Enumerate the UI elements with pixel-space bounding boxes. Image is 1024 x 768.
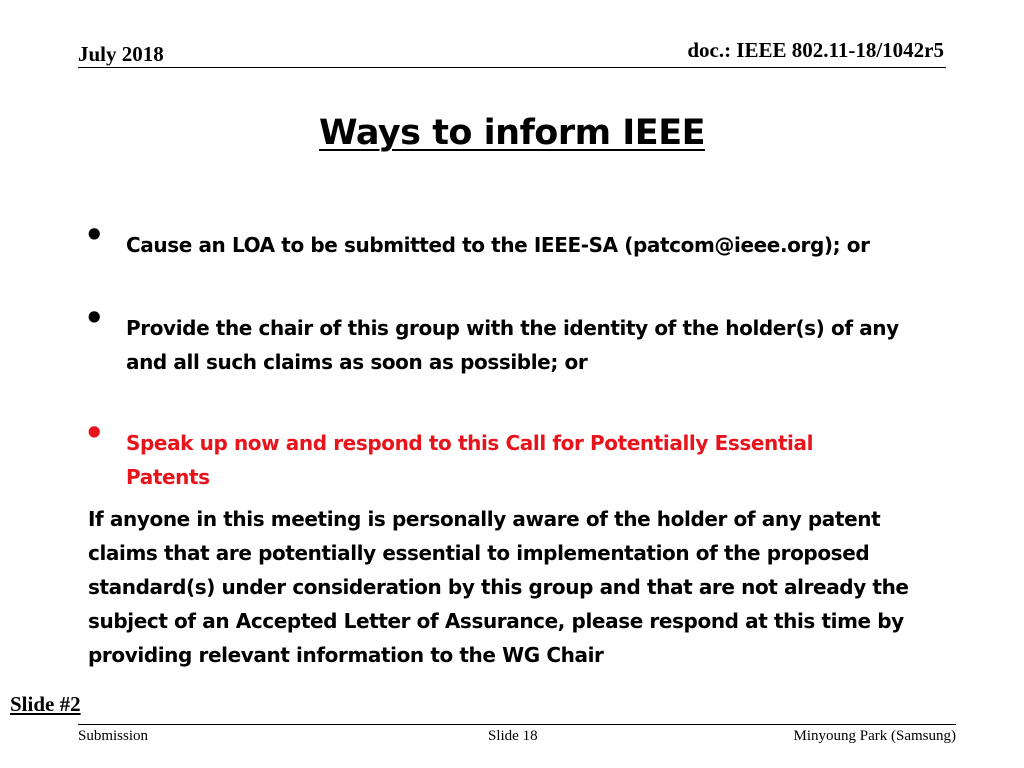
footer-author: Minyoung Park (Samsung) <box>793 728 956 744</box>
call-paragraph: If anyone in this meeting is personally aware of the holder of any patent claims that are potentially essential to implementation of the proposed standard(s) under consideration by this group and that are not already the subject of an Accepted Letter of Assurance, please respond at this time by providing relevant information to the WG Chair <box>88 507 909 667</box>
header-doc-id: doc.: IEEE 802.11-18/1042r5 <box>687 38 944 62</box>
bullet-dot-icon: • <box>84 299 105 337</box>
header-divider <box>78 67 946 68</box>
bullet-text: Speak up now and respond to this Call for Potentially Essential <box>126 431 814 455</box>
bullet-continuation: Patents <box>126 465 210 489</box>
bullet-dot-icon: • <box>84 216 105 254</box>
slide-number-label: Slide #2 <box>10 692 81 716</box>
footer-slide-number: Slide 18 <box>488 728 538 744</box>
slide-title-text: Ways to inform IEEE <box>318 113 706 153</box>
footer-submission: Submission <box>78 728 149 744</box>
header-date: July 2018 <box>78 42 164 66</box>
bullet-text: Provide the chair of this group with the identity of the holder(s) of any and all such claims as soon as possible; or <box>126 316 899 374</box>
footer-divider <box>78 724 956 725</box>
bullet-dot-icon: • <box>84 414 105 452</box>
slide-title <box>0 113 1024 153</box>
bullet-text: Cause an LOA to be submitted to the IEEE-SA (patcom@ieee.org); or <box>126 233 870 257</box>
